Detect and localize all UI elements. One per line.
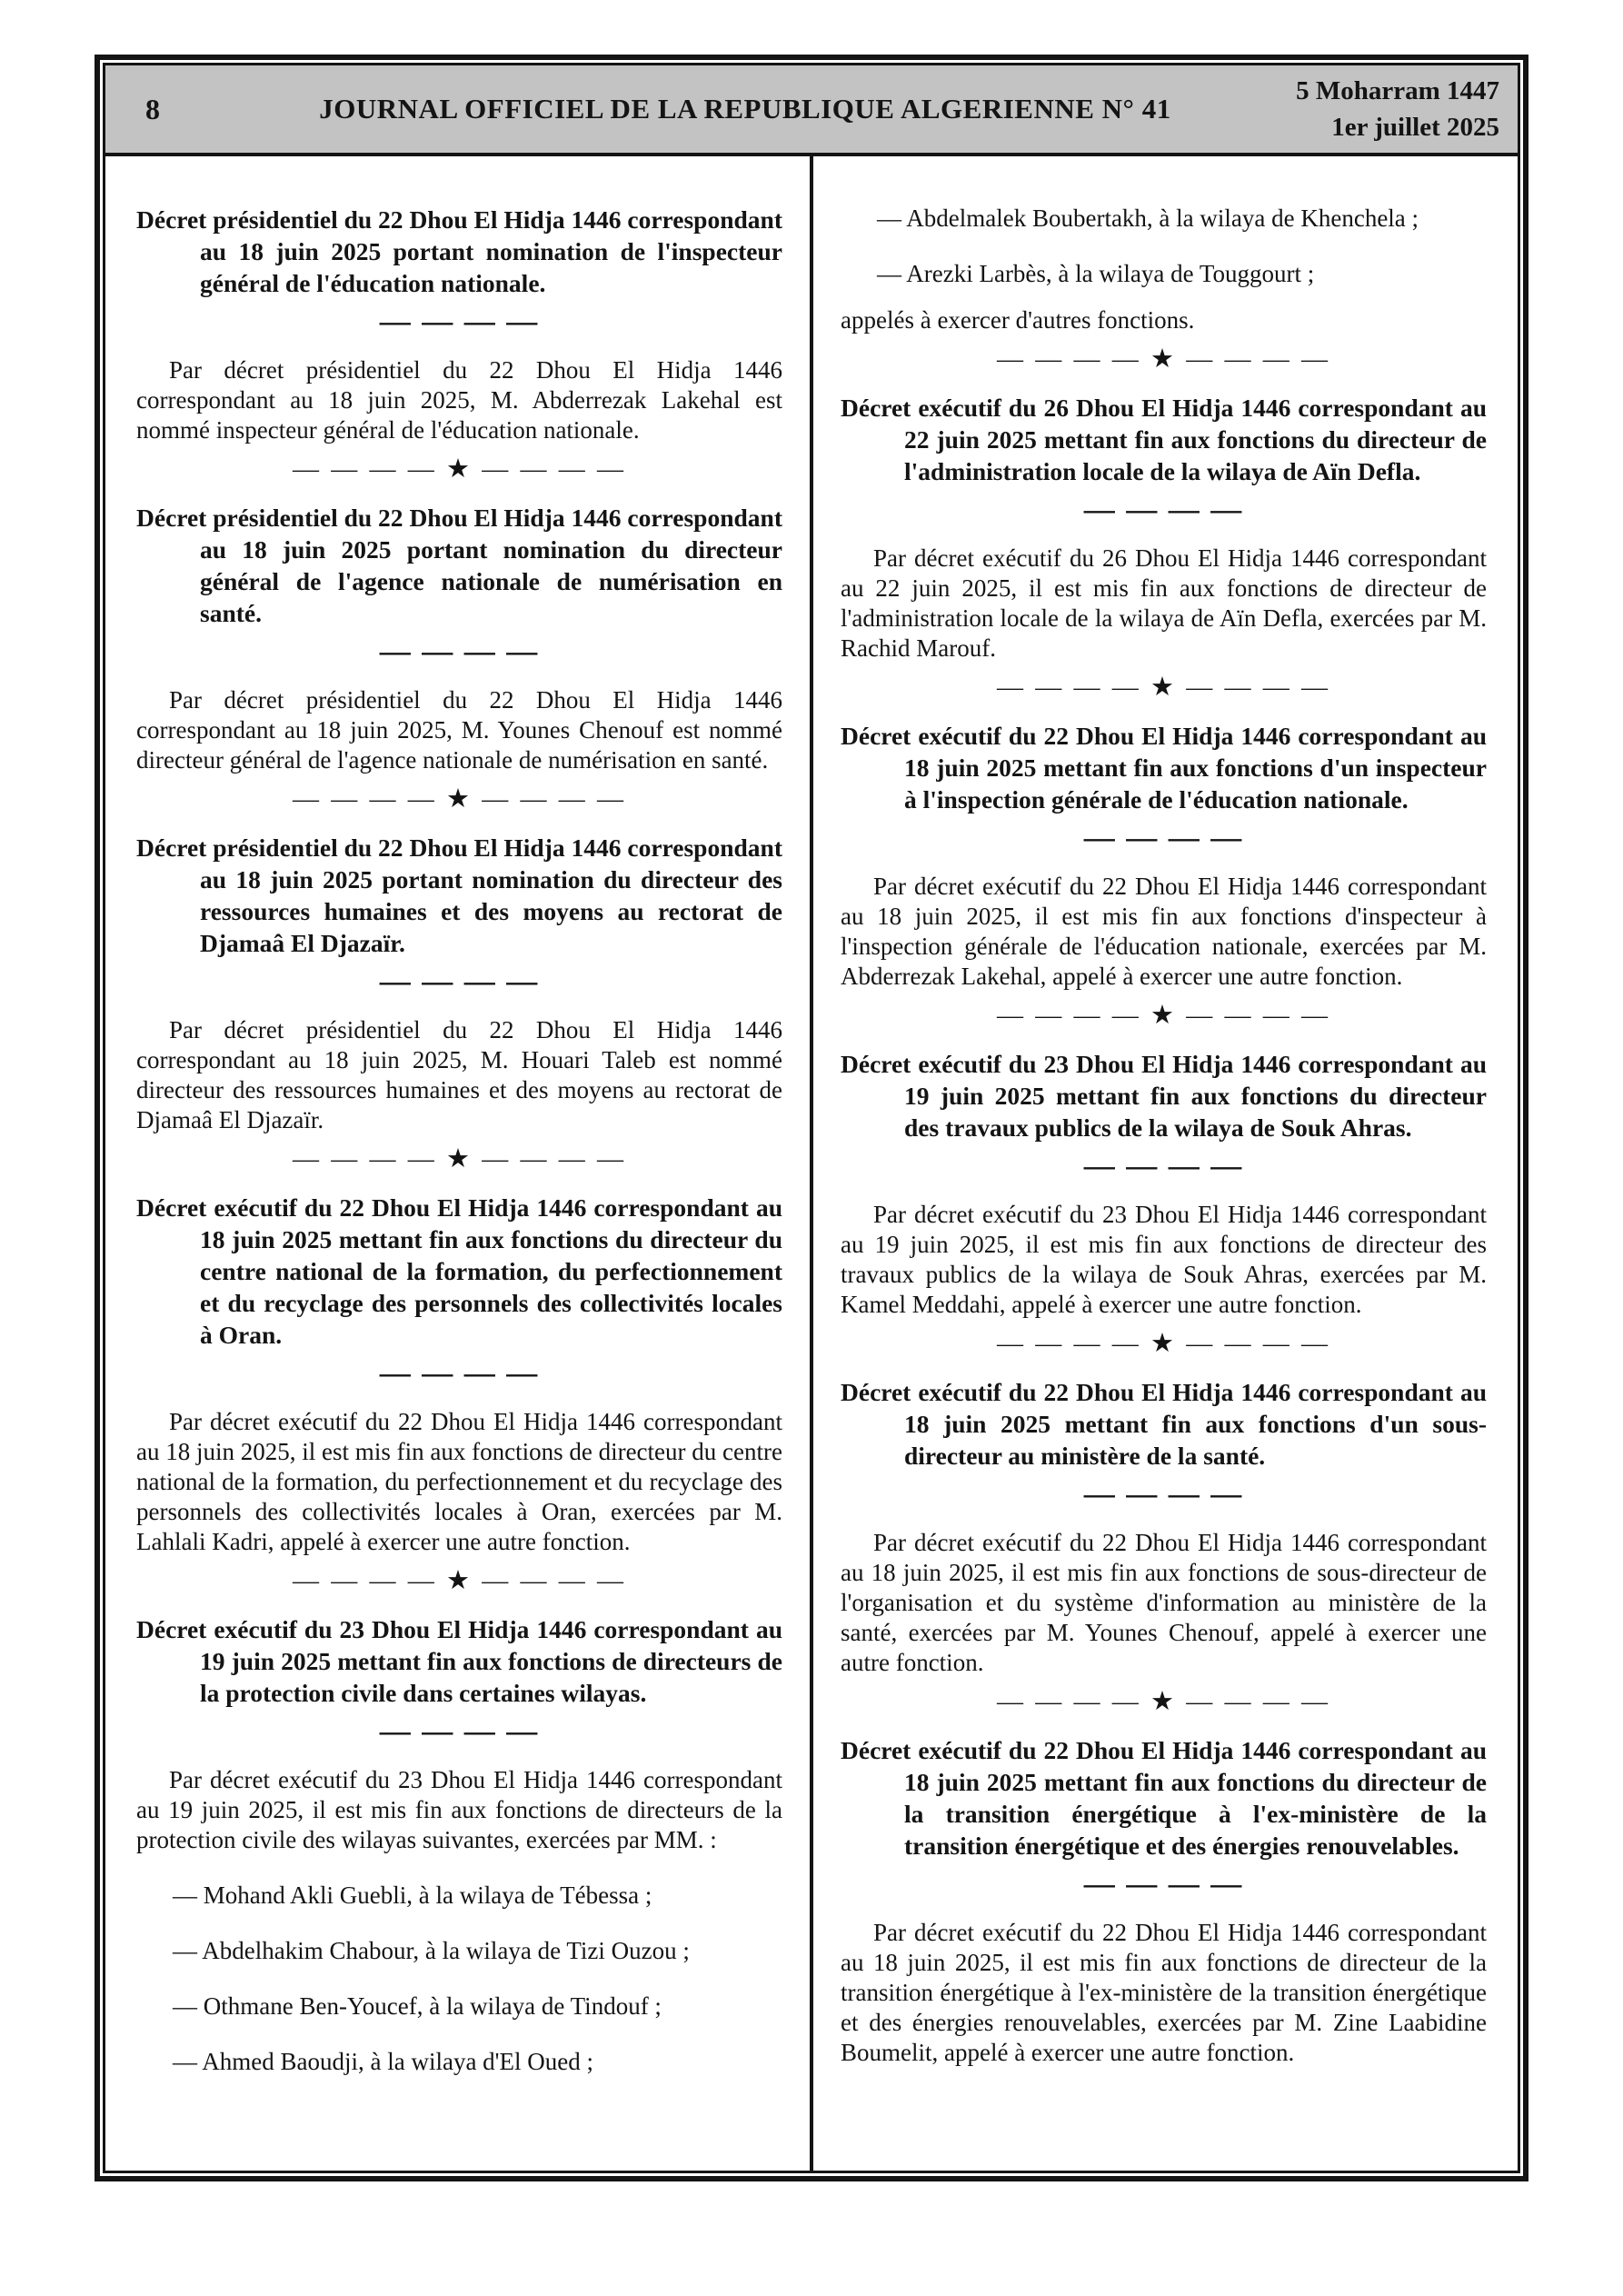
- journal-title: JOURNAL OFFICIEL DE LA REPUBLIQUE ALGERIENNE N° 41: [319, 93, 1171, 125]
- dash-separator: — — — —: [379, 1714, 540, 1748]
- body-paragraph: Par décret exécutif du 22 Dhou El Hidja 1446 correspondant au 18 juin 2025, il est mis fin aux fonctions de sous-directeur de l'organisation et du système d'information au ministère de la santé, exercées par M. Younes Chenouf, appelé à exercer une autre fonction.: [841, 1529, 1487, 1676]
- page-header: [105, 65, 1518, 156]
- decree-heading: Décret exécutif du 26 Dhou El Hidja 1446 correspondant au 22 juin 2025 mettant fin aux fonctions du directeur de l'administration locale de la wilaya de Aïn Defla.: [841, 394, 1487, 485]
- page-content: [105, 156, 1518, 2171]
- decree-heading: Décret présidentiel du 22 Dhou El Hidja 1446 correspondant au 18 juin 2025 portant nomination de l'inspecteur général de l'éducation nationale.: [136, 205, 782, 297]
- list-item: — Ahmed Baoudji, à la wilaya d'El Oued ;: [173, 2048, 594, 2075]
- page-number: 8: [145, 92, 160, 125]
- left-column: [105, 156, 810, 2171]
- dash-separator: — — — —: [379, 964, 540, 998]
- body-paragraph: Par décret présidentiel du 22 Dhou El Hidja 1446 correspondant au 18 juin 2025, M. Abderrezak Lakehal est nommé inspecteur général de l'éducation nationale.: [136, 356, 782, 444]
- list-item: — Abdelhakim Chabour, à la wilaya de Tizi Ouzou ;: [173, 1937, 690, 1964]
- page-frame: [95, 55, 1528, 2181]
- list-item: — Arezki Larbès, à la wilaya de Touggourt ;: [877, 260, 1315, 287]
- star-separator: — — — — ★ — — — —: [997, 1329, 1330, 1358]
- decree-heading: Décret exécutif du 22 Dhou El Hidja 1446 correspondant au 18 juin 2025 mettant fin aux fonctions d'un inspecteur à l'inspection générale de l'éducation nationale.: [841, 722, 1487, 814]
- body-paragraph: Par décret exécutif du 26 Dhou El Hidja 1446 correspondant au 22 juin 2025, il est mis fin aux fonctions de directeur de l'administration locale de la wilaya de Aïn Defla, exercées par M. Rachid Marouf.: [841, 544, 1487, 662]
- decree-heading: Décret présidentiel du 22 Dhou El Hidja 1446 correspondant au 18 juin 2025 portant nomination du directeur général de l'agence nationale de numérisation en santé.: [136, 504, 782, 627]
- decree-heading: Décret exécutif du 23 Dhou El Hidja 1446 correspondant au 19 juin 2025 mettant fin aux fonctions du directeur des travaux publics de la wilaya de Souk Ahras.: [841, 1050, 1487, 1142]
- dash-separator: — — — —: [1083, 1867, 1244, 1901]
- hijri-date: 5 Moharram 1447: [1296, 76, 1499, 105]
- right-column: [813, 156, 1518, 2171]
- body-paragraph: Par décret présidentiel du 22 Dhou El Hidja 1446 correspondant au 18 juin 2025, M. Younes Chenouf est nommé directeur général de l'agence nationale de numérisation en santé.: [136, 686, 782, 774]
- dash-separator: — — — —: [379, 634, 540, 668]
- dash-separator: — — — —: [1083, 821, 1244, 854]
- star-separator: — — — — ★ — — — —: [997, 673, 1330, 702]
- list-item: — Mohand Akli Guebli, à la wilaya de Tébessa ;: [173, 1882, 652, 1909]
- star-separator: — — — — ★ — — — —: [997, 344, 1330, 374]
- body-paragraph: Par décret exécutif du 22 Dhou El Hidja 1446 correspondant au 18 juin 2025, il est mis fin aux fonctions d'inspecteur à l'inspection générale de l'éducation nationale, exercées par M. Abderrezak Lakehal, appelé à exercer une autre fonction.: [841, 873, 1487, 990]
- page-frame-inner: [103, 63, 1520, 2173]
- star-separator: — — — — ★ — — — —: [293, 454, 626, 484]
- list-item: — Abdelmalek Boubertakh, à la wilaya de Khenchela ;: [877, 205, 1419, 232]
- decree-heading: Décret exécutif du 23 Dhou El Hidja 1446 correspondant au 19 juin 2025 mettant fin aux fonctions de directeurs de la protection civile dans certaines wilayas.: [136, 1615, 782, 1707]
- dash-separator: — — — —: [379, 1356, 540, 1390]
- star-separator: — — — — ★ — — — —: [293, 1566, 626, 1595]
- star-separator: — — — — ★ — — — —: [293, 1144, 626, 1173]
- body-paragraph: Par décret exécutif du 22 Dhou El Hidja 1446 correspondant au 18 juin 2025, il est mis fin aux fonctions de directeur de la transition énergétique à l'ex-ministère de la transition énergétique et des énergies renouvelables, exercées par M. Zine Laabidine Boumelit, appelé à exercer une autre fonction.: [841, 1919, 1487, 2066]
- issue-dates: [1272, 73, 1499, 145]
- body-paragraph: Par décret exécutif du 23 Dhou El Hidja 1446 correspondant au 19 juin 2025, il est mis fin aux fonctions de directeur des travaux publics de la wilaya de Souk Ahras, exercées par M. Kamel Meddahi, appelé à exercer une autre fonction.: [841, 1201, 1487, 1318]
- star-separator: — — — — ★ — — — —: [293, 784, 626, 814]
- star-separator: — — — — ★ — — — —: [997, 1001, 1330, 1030]
- gregorian-date: 1er juillet 2025: [1331, 113, 1499, 142]
- body-paragraph: Par décret exécutif du 23 Dhou El Hidja 1446 correspondant au 19 juin 2025, il est mis fin aux fonctions de directeurs de la protection civile des wilayas suivantes, exercées par MM. :: [136, 1766, 782, 1853]
- star-separator: — — — — ★ — — — —: [997, 1687, 1330, 1716]
- body-paragraph: Par décret exécutif du 22 Dhou El Hidja 1446 correspondant au 18 juin 2025, il est mis fin aux fonctions de directeur du centre national de la formation, du perfectionnement et du recyclage des personnels des collectivités locales à Oran, exercées par M. Lahlali Kadri, appelé à exercer une autre fonction.: [136, 1408, 782, 1555]
- decree-heading: Décret exécutif du 22 Dhou El Hidja 1446 correspondant au 18 juin 2025 mettant fin aux fonctions du directeur du centre national de la formation, du perfectionnement et du recyclage des personnels des collectivités locales à Oran.: [136, 1193, 782, 1349]
- decree-heading: Décret présidentiel du 22 Dhou El Hidja 1446 correspondant au 18 juin 2025 portant nomination du directeur des ressources humaines et des moyens au rectorat de Djamaâ El Djazaïr.: [136, 834, 782, 957]
- dash-separator: — — — —: [1083, 493, 1244, 526]
- dash-separator: — — — —: [1083, 1149, 1244, 1183]
- decree-heading: Décret exécutif du 22 Dhou El Hidja 1446 correspondant au 18 juin 2025 mettant fin aux fonctions du directeur de la transition énergétique à l'ex-ministère de la transition énergétique et des énergies renouvelables.: [841, 1736, 1487, 1860]
- list-item: — Othmane Ben-Youcef, à la wilaya de Tindouf ;: [173, 1992, 662, 2020]
- body-paragraph: appelés à exercer d'autres fonctions.: [841, 306, 1195, 334]
- dash-separator: — — — —: [379, 304, 540, 338]
- decree-heading: Décret exécutif du 22 Dhou El Hidja 1446 correspondant au 18 juin 2025 mettant fin aux fonctions d'un sous-directeur au ministère de la santé.: [841, 1378, 1487, 1470]
- body-paragraph: Par décret présidentiel du 22 Dhou El Hidja 1446 correspondant au 18 juin 2025, M. Houari Taleb est nommé directeur des ressources humaines et des moyens au rectorat de Djamaâ El Djazaïr.: [136, 1016, 782, 1133]
- dash-separator: — — — —: [1083, 1477, 1244, 1511]
